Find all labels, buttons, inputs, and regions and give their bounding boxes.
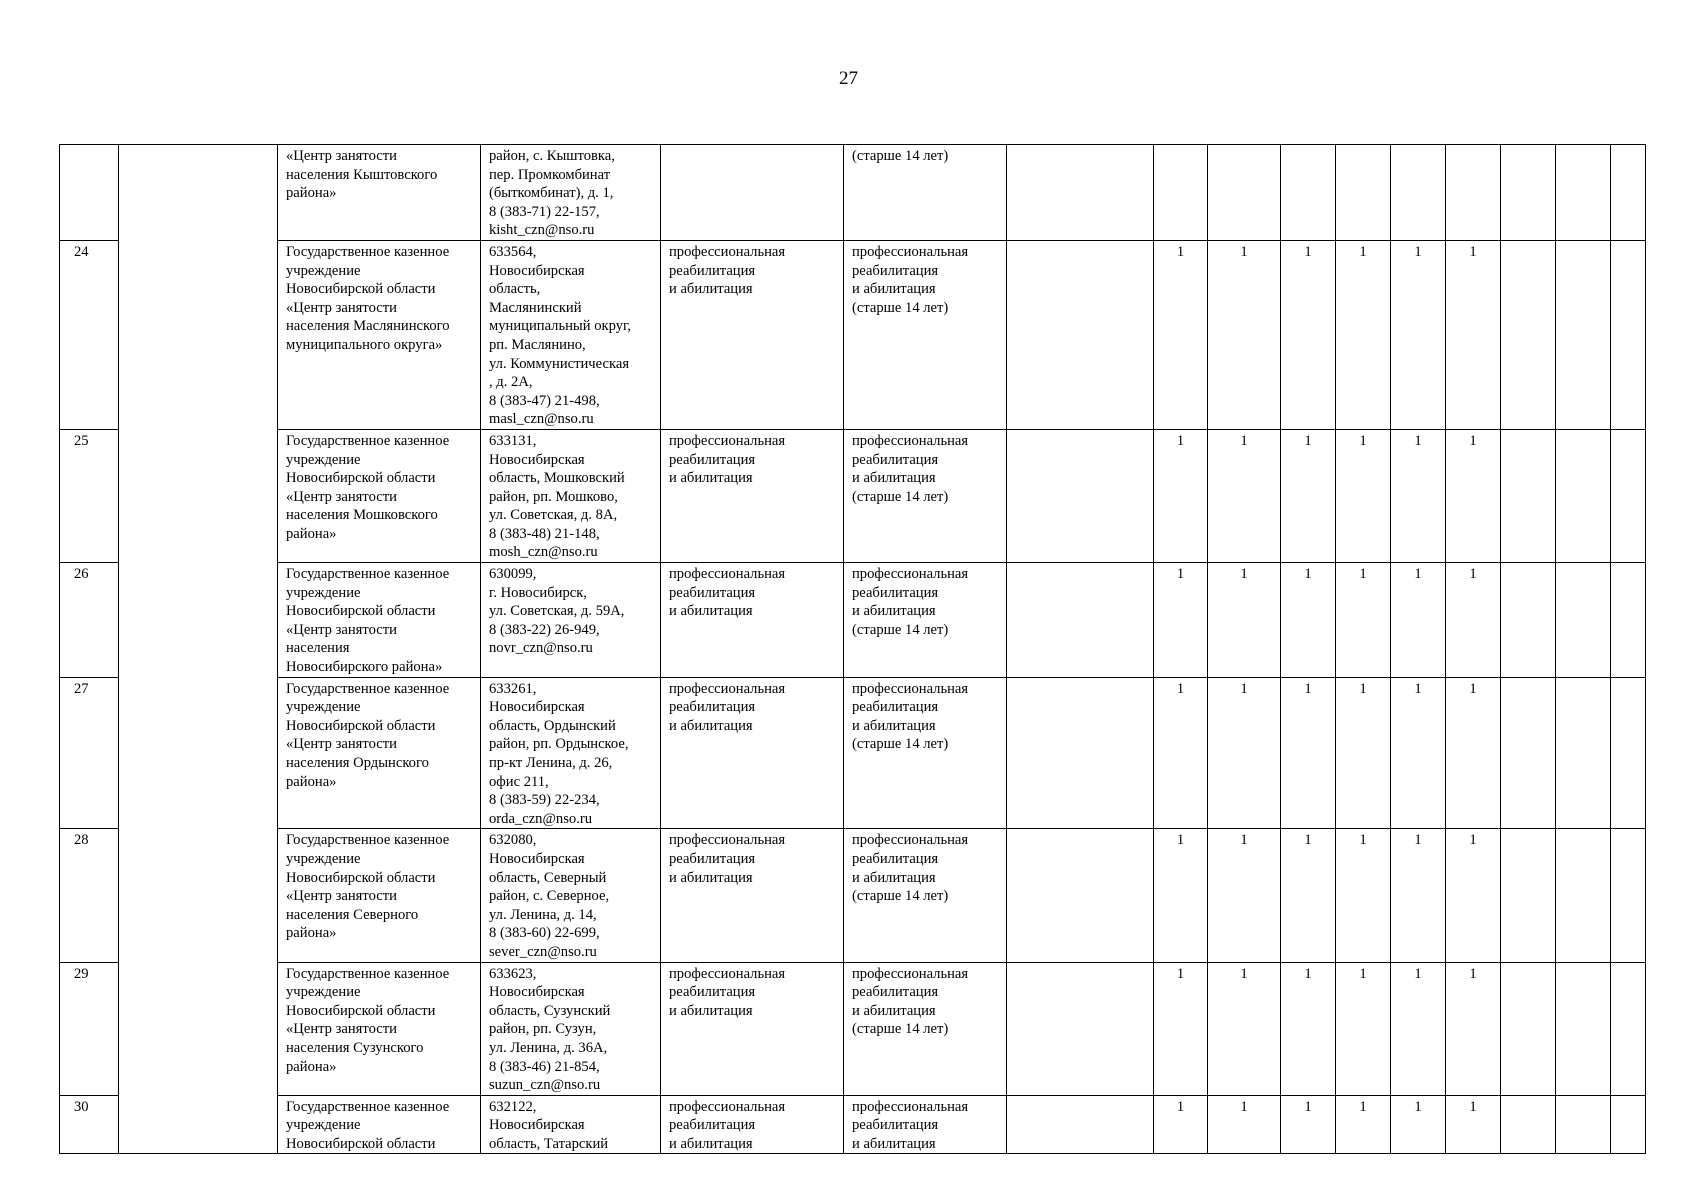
address-cell: 630099, г. Новосибирск, ул. Советская, д. 59А, 8 (383-22) 26-949, novr_czn@nso.ru [481, 563, 661, 678]
empty-cell [1007, 240, 1154, 429]
flag-cell: 1 [1446, 1095, 1501, 1154]
flag-cell: 1 [1336, 677, 1391, 829]
empty-cell [1007, 563, 1154, 678]
flag-cell: 1 [1446, 829, 1501, 962]
organization-cell: Государственное казенное учреждение Новосибирской области «Центр занятости населения Северного района» [278, 829, 481, 962]
flag-cell [1501, 829, 1556, 962]
flag-cell: 1 [1281, 429, 1336, 562]
flag-cell: 1 [1208, 1095, 1281, 1154]
row-number-cell [60, 145, 119, 241]
flag-cell [1556, 677, 1611, 829]
flag-cell: 1 [1154, 677, 1208, 829]
service-age-cell: (старше 14 лет) [844, 145, 1007, 241]
flag-cell [1556, 240, 1611, 429]
flag-cell: 1 [1154, 1095, 1208, 1154]
flag-cell [1154, 145, 1208, 241]
flag-cell: 1 [1208, 563, 1281, 678]
flag-cell: 1 [1391, 429, 1446, 562]
flag-cell [1281, 145, 1336, 241]
organization-cell: Государственное казенное учреждение Новосибирской области «Центр занятости населения Новосибирского района» [278, 563, 481, 678]
row-number-cell: 25 [60, 429, 119, 562]
flag-cell: 1 [1208, 240, 1281, 429]
organization-cell: «Центр занятости населения Кыштовского района» [278, 145, 481, 241]
flag-cell: 1 [1336, 829, 1391, 962]
flag-cell [1501, 429, 1556, 562]
table-row [60, 563, 1646, 678]
flag-cell: 1 [1391, 829, 1446, 962]
organization-cell: Государственное казенное учреждение Новосибирской области [278, 1095, 481, 1154]
flag-cell: 1 [1154, 962, 1208, 1095]
flag-cell: 1 [1281, 1095, 1336, 1154]
flag-cell: 1 [1336, 240, 1391, 429]
service-age-cell: профессиональная реабилитация и абилитация [844, 1095, 1007, 1154]
row-number-cell: 28 [60, 829, 119, 962]
flag-cell: 1 [1208, 829, 1281, 962]
flag-cell: 1 [1154, 563, 1208, 678]
service-age-cell: профессиональная реабилитация и абилитация (старше 14 лет) [844, 563, 1007, 678]
flag-cell: 1 [1446, 429, 1501, 562]
flag-cell: 1 [1391, 1095, 1446, 1154]
table-row [60, 429, 1646, 562]
service-age-cell: профессиональная реабилитация и абилитация (старше 14 лет) [844, 829, 1007, 962]
page-number: 27 [839, 68, 858, 89]
flag-cell: 1 [1281, 829, 1336, 962]
flag-cell [1611, 429, 1646, 562]
service-age-cell: профессиональная реабилитация и абилитация (старше 14 лет) [844, 429, 1007, 562]
table-row [60, 829, 1646, 962]
address-cell: 633131, Новосибирская область, Мошковский район, рп. Мошково, ул. Советская, д. 8А, 8 (383-48) 21-148, mosh_czn@nso.ru [481, 429, 661, 562]
flag-cell [1556, 1095, 1611, 1154]
empty-cell [1007, 962, 1154, 1095]
flag-cell [1556, 829, 1611, 962]
flag-cell [1556, 145, 1611, 241]
flag-cell [1501, 677, 1556, 829]
flag-cell [1208, 145, 1281, 241]
flag-cell [1391, 145, 1446, 241]
flag-cell: 1 [1154, 429, 1208, 562]
address-cell: 633261, Новосибирская область, Ордынский район, рп. Ордынское, пр-кт Ленина, д. 26, офис 211, 8 (383-59) 22-234, orda_czn@nso.ru [481, 677, 661, 829]
empty-cell [1007, 429, 1154, 562]
flag-cell: 1 [1281, 677, 1336, 829]
flag-cell [1501, 962, 1556, 1095]
flag-cell [1611, 962, 1646, 1095]
flag-cell: 1 [1208, 429, 1281, 562]
flag-cell [1501, 563, 1556, 678]
flag-cell [1611, 240, 1646, 429]
row-number-cell: 24 [60, 240, 119, 429]
flag-cell [1556, 962, 1611, 1095]
address-cell: район, с. Кыштовка, пер. Промкомбинат (быткомбинат), д. 1, 8 (383-71) 22-157, kisht_czn@nso.ru [481, 145, 661, 241]
flag-cell [1446, 145, 1501, 241]
flag-cell: 1 [1208, 677, 1281, 829]
flag-cell: 1 [1446, 962, 1501, 1095]
flag-cell: 1 [1446, 677, 1501, 829]
flag-cell [1611, 563, 1646, 678]
service-cell: профессиональная реабилитация и абилитация [661, 829, 844, 962]
address-cell: 632080, Новосибирская область, Северный район, с. Северное, ул. Ленина, д. 14, 8 (383-60) 22-699, sever_czn@nso.ru [481, 829, 661, 962]
empty-cell [1007, 677, 1154, 829]
service-cell: профессиональная реабилитация и абилитация [661, 563, 844, 678]
service-cell: профессиональная реабилитация и абилитация [661, 429, 844, 562]
flag-cell: 1 [1391, 677, 1446, 829]
service-cell: профессиональная реабилитация и абилитация [661, 677, 844, 829]
service-cell: профессиональная реабилитация и абилитация [661, 1095, 844, 1154]
row-number-cell: 27 [60, 677, 119, 829]
flag-cell: 1 [1281, 240, 1336, 429]
flag-cell [1556, 563, 1611, 678]
flag-cell [1611, 1095, 1646, 1154]
service-age-cell: профессиональная реабилитация и абилитация (старше 14 лет) [844, 677, 1007, 829]
table-row [60, 240, 1646, 429]
flag-cell: 1 [1446, 240, 1501, 429]
registry-table [59, 144, 1646, 1154]
service-cell [661, 145, 844, 241]
table-row [60, 145, 1646, 241]
address-cell: 632122, Новосибирская область, Татарский [481, 1095, 661, 1154]
flag-cell [1611, 677, 1646, 829]
organization-cell: Государственное казенное учреждение Новосибирской области «Центр занятости населения Сузунского района» [278, 962, 481, 1095]
flag-cell [1501, 145, 1556, 241]
flag-cell: 1 [1336, 429, 1391, 562]
table-row [60, 677, 1646, 829]
flag-cell: 1 [1281, 962, 1336, 1095]
organization-cell: Государственное казенное учреждение Новосибирской области «Центр занятости населения Маслянинского муниципального округа» [278, 240, 481, 429]
service-age-cell: профессиональная реабилитация и абилитация (старше 14 лет) [844, 962, 1007, 1095]
flag-cell: 1 [1336, 563, 1391, 678]
flag-cell: 1 [1391, 563, 1446, 678]
empty-cell [1007, 829, 1154, 962]
flag-cell [1556, 429, 1611, 562]
row-number-cell: 30 [60, 1095, 119, 1154]
empty-cell [1007, 1095, 1154, 1154]
flag-cell: 1 [1336, 962, 1391, 1095]
flag-cell: 1 [1391, 240, 1446, 429]
organization-cell: Государственное казенное учреждение Новосибирской области «Центр занятости населения Ордынского района» [278, 677, 481, 829]
flag-cell [1336, 145, 1391, 241]
flag-cell [1501, 1095, 1556, 1154]
service-cell: профессиональная реабилитация и абилитация [661, 240, 844, 429]
table-row [60, 1095, 1646, 1154]
row-number-cell: 26 [60, 563, 119, 678]
flag-cell [1611, 829, 1646, 962]
flag-cell: 1 [1154, 240, 1208, 429]
table-row [60, 962, 1646, 1095]
flag-cell [1501, 240, 1556, 429]
table-body [60, 145, 1646, 1154]
flag-cell: 1 [1281, 563, 1336, 678]
flag-cell: 1 [1336, 1095, 1391, 1154]
flag-cell: 1 [1208, 962, 1281, 1095]
service-age-cell: профессиональная реабилитация и абилитация (старше 14 лет) [844, 240, 1007, 429]
group-cell [119, 145, 278, 1154]
address-cell: 633623, Новосибирская область, Сузунский район, рп. Сузун, ул. Ленина, д. 36А, 8 (383-46) 21-854, suzun_czn@nso.ru [481, 962, 661, 1095]
organization-cell: Государственное казенное учреждение Новосибирской области «Центр занятости населения Мошковского района» [278, 429, 481, 562]
address-cell: 633564, Новосибирская область, Маслянинский муниципальный округ, рп. Маслянино, ул. Коммунистическая , д. 2А, 8 (383-47) 21-498, masl_czn@nso.ru [481, 240, 661, 429]
empty-cell [1007, 145, 1154, 241]
row-number-cell: 29 [60, 962, 119, 1095]
flag-cell: 1 [1446, 563, 1501, 678]
service-cell: профессиональная реабилитация и абилитация [661, 962, 844, 1095]
flag-cell [1611, 145, 1646, 241]
flag-cell: 1 [1391, 962, 1446, 1095]
flag-cell: 1 [1154, 829, 1208, 962]
